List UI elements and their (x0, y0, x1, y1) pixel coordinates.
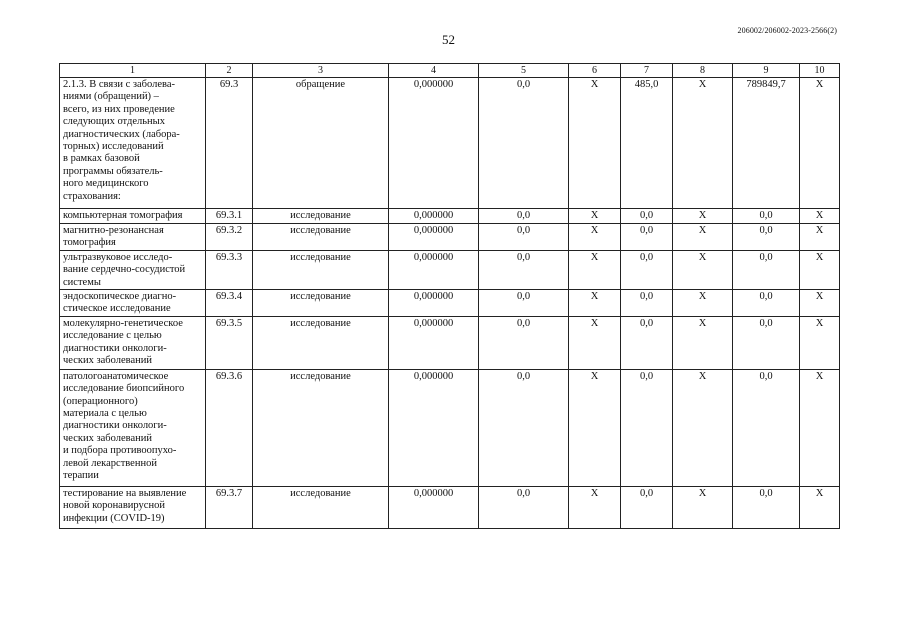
table-cell: исследование (253, 250, 389, 289)
header-row (60, 64, 840, 78)
row-label: молекулярно-генетическое исследование с целью диагностики онкологи- ческих заболеваний (60, 316, 206, 369)
table-cell: Х (569, 224, 621, 251)
column-header-10: 10 (800, 64, 840, 78)
table-cell: исследование (253, 316, 389, 369)
row-label: магнитно-резонансная томография (60, 224, 206, 251)
table-cell: исследование (253, 224, 389, 251)
table-cell: 0,0 (621, 209, 673, 224)
table-row (60, 224, 840, 251)
table-cell: 0,0 (479, 78, 569, 209)
table-cell: 69.3.5 (206, 316, 253, 369)
table-cell: обращение (253, 78, 389, 209)
table-cell: 0,000000 (389, 290, 479, 317)
column-header-2: 2 (206, 64, 253, 78)
table-cell: Х (673, 316, 733, 369)
table-cell: 0,000000 (389, 250, 479, 289)
table-cell: 0,0 (479, 369, 569, 486)
table-cell: 0,000000 (389, 224, 479, 251)
row-label: 2.1.3. В связи с заболева- ниями (обращений) – всего, из них проведение следующих отдельных диагностических (лабора- торных) исследований в рамках базовой программы обязатель- ного медицинского страхования: (60, 78, 206, 209)
column-header-7: 7 (621, 64, 673, 78)
document-reference: 206002/206002-2023-2566(2) (737, 26, 837, 35)
table-cell: Х (569, 290, 621, 317)
table-cell: исследование (253, 369, 389, 486)
table-cell: исследование (253, 209, 389, 224)
table-cell: 0,0 (733, 316, 800, 369)
table-cell: 69.3.6 (206, 369, 253, 486)
table-cell: 789849,7 (733, 78, 800, 209)
column-header-8: 8 (673, 64, 733, 78)
table-cell: 0,0 (733, 224, 800, 251)
table-cell: 0,0 (621, 250, 673, 289)
table-cell: 69.3.4 (206, 290, 253, 317)
row-label: ультразвуковое исследо- вание сердечно-сосудистой системы (60, 250, 206, 289)
table-row (60, 369, 840, 486)
table-cell: 0,0 (479, 250, 569, 289)
table-cell: 0,0 (479, 290, 569, 317)
table-cell: 0,000000 (389, 209, 479, 224)
row-label: компьютерная томография (60, 209, 206, 224)
table-cell: 69.3.7 (206, 486, 253, 528)
table-cell: Х (569, 486, 621, 528)
table-row (60, 250, 840, 289)
table-cell: 0,0 (733, 486, 800, 528)
column-header-9: 9 (733, 64, 800, 78)
table-cell: 0,000000 (389, 78, 479, 209)
table-cell: Х (569, 78, 621, 209)
row-label: эндоскопическое диагно- стическое исследование (60, 290, 206, 317)
row-label: патологоанатомическое исследование биопсийного (операционного) материала с целью диагностики онкологи- ческих заболеваний и подбора противоопухо- левой лекарственной терапии (60, 369, 206, 486)
table-cell: Х (569, 369, 621, 486)
table-cell: 0,0 (621, 316, 673, 369)
table-cell: Х (800, 224, 840, 251)
table-cell: 0,0 (621, 224, 673, 251)
table-cell: 0,0 (621, 486, 673, 528)
table-row (60, 290, 840, 317)
table-cell: Х (800, 209, 840, 224)
column-header-4: 4 (389, 64, 479, 78)
table-cell: Х (800, 316, 840, 369)
table-cell: Х (673, 369, 733, 486)
table-cell: 0,0 (479, 224, 569, 251)
table-cell: Х (673, 78, 733, 209)
table-cell: 0,0 (733, 250, 800, 289)
table-row (60, 316, 840, 369)
table-cell: исследование (253, 486, 389, 528)
table-cell: Х (673, 290, 733, 317)
column-header-3: 3 (253, 64, 389, 78)
table-row (60, 78, 840, 209)
table-cell: 0,0 (621, 290, 673, 317)
table-cell: Х (800, 369, 840, 486)
table-cell: Х (569, 209, 621, 224)
table-cell: Х (569, 316, 621, 369)
table-cell: Х (673, 250, 733, 289)
table-cell: 69.3.3 (206, 250, 253, 289)
table-cell: Х (673, 209, 733, 224)
table-cell: 0,0 (479, 486, 569, 528)
table-cell: 0,0 (733, 369, 800, 486)
table-row (60, 486, 840, 528)
table-cell: 69.3.2 (206, 224, 253, 251)
table-cell: Х (800, 78, 840, 209)
table-cell: 0,000000 (389, 316, 479, 369)
table-cell: исследование (253, 290, 389, 317)
row-label: тестирование на выявление новой коронавирусной инфекции (COVID-19) (60, 486, 206, 528)
table-cell: 485,0 (621, 78, 673, 209)
table-cell: Х (800, 290, 840, 317)
table-row (60, 209, 840, 224)
table-cell: 69.3 (206, 78, 253, 209)
table-cell: Х (673, 486, 733, 528)
table-cell: 69.3.1 (206, 209, 253, 224)
page-number: 52 (442, 32, 455, 47)
table-cell: 0,0 (621, 369, 673, 486)
table-cell: Х (800, 486, 840, 528)
table-cell: 0,0 (479, 316, 569, 369)
table-cell: Х (800, 250, 840, 289)
column-header-6: 6 (569, 64, 621, 78)
table-cell: Х (569, 250, 621, 289)
data-table (59, 63, 840, 529)
table-cell: 0,000000 (389, 486, 479, 528)
table-cell: 0,000000 (389, 369, 479, 486)
table-cell: Х (673, 224, 733, 251)
table-cell: 0,0 (733, 290, 800, 317)
column-header-1: 1 (60, 64, 206, 78)
table-cell: 0,0 (733, 209, 800, 224)
table-cell: 0,0 (479, 209, 569, 224)
column-header-5: 5 (479, 64, 569, 78)
